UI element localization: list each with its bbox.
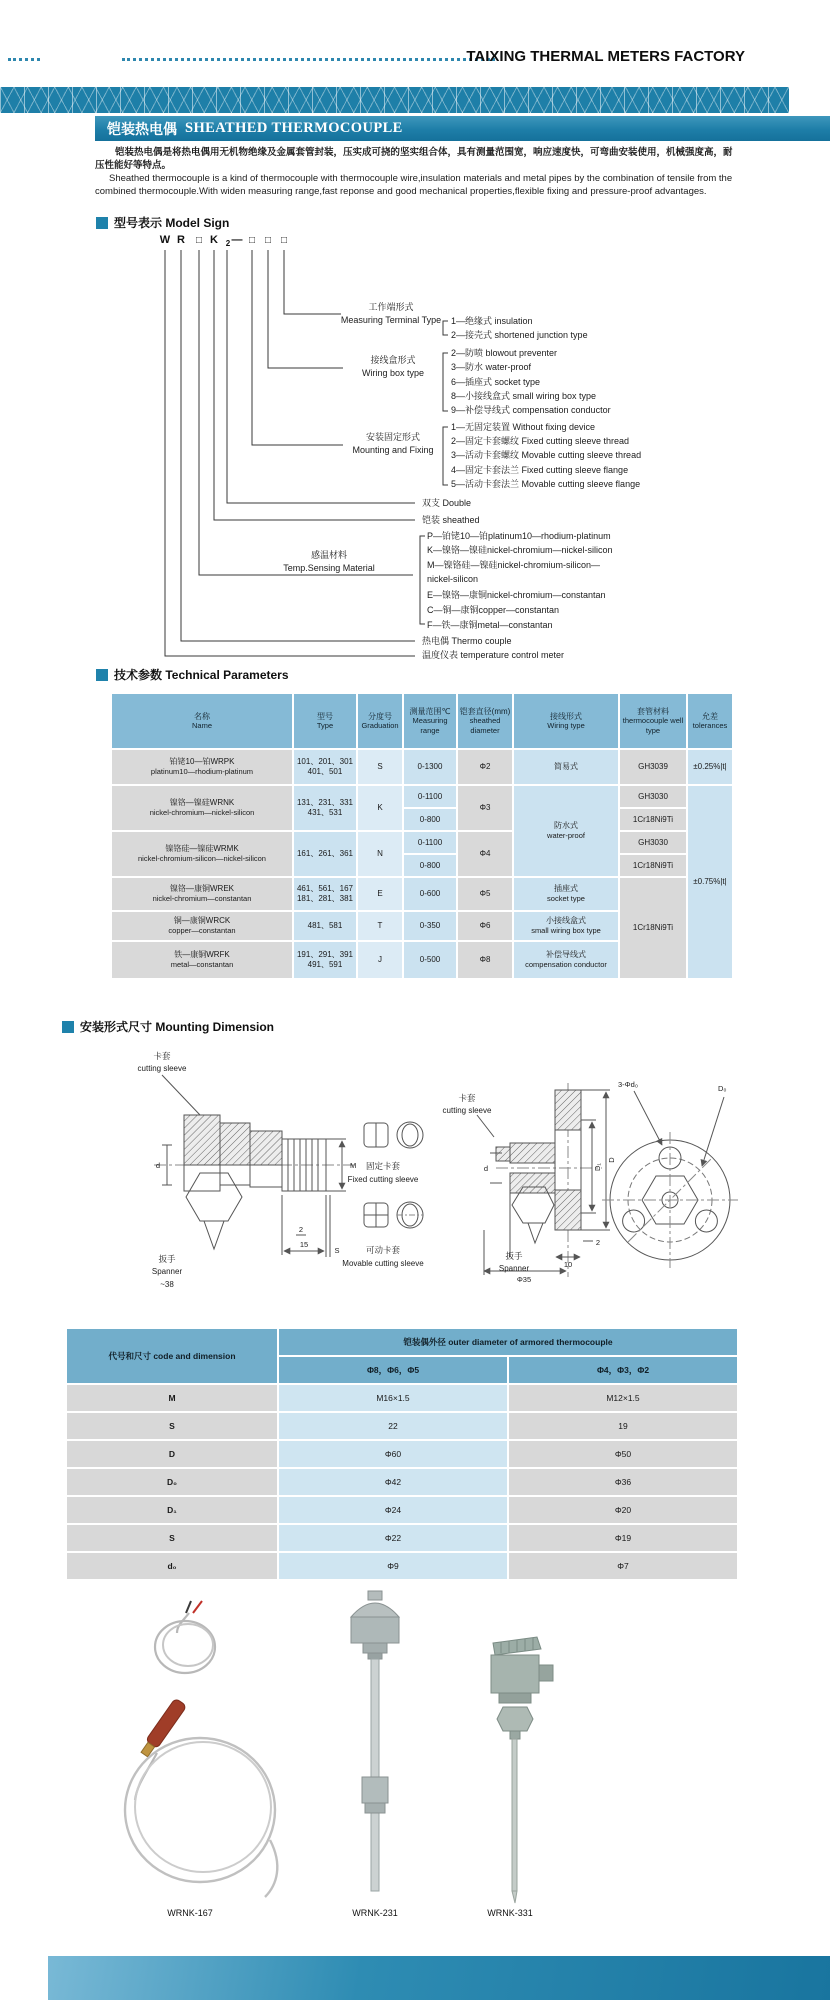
- tech-cell-range: 0-800: [404, 809, 456, 830]
- cell-zh: 镍铬—镍硅WRNK: [169, 798, 235, 807]
- group-label-zh: 感温材料: [310, 550, 347, 560]
- label-cutting-sleeve-zh: 卡套: [458, 1093, 476, 1103]
- table-header-row: [112, 694, 732, 748]
- hdr-en: tolerances: [692, 721, 728, 730]
- model-option: 2—接壳式 shortened junction type: [451, 330, 588, 340]
- dims-cell-value: Φ22: [279, 1525, 507, 1551]
- cell-line: 181、281、381: [296, 894, 354, 903]
- dims-header-small: Φ4，Φ3，Φ2: [509, 1357, 737, 1383]
- cell-zh: 补偿导线式: [546, 950, 586, 959]
- table-row: [67, 1525, 737, 1551]
- dims-cell-value: M16×1.5: [279, 1385, 507, 1411]
- dims-cell-value: Φ36: [509, 1469, 737, 1495]
- dim-label-2: 2: [595, 1238, 601, 1247]
- table-row: [112, 878, 732, 910]
- drawing-flange-section: [477, 1083, 610, 1277]
- cell-en: platinum10—rhodium-platinum: [150, 767, 254, 776]
- dim-label-m: M: [350, 1161, 357, 1170]
- group-label-mounting-fixing: [345, 431, 441, 457]
- label-spanner-en: Spanner: [498, 1264, 530, 1273]
- hdr-en: Graduation: [361, 721, 399, 730]
- group-label-en: Mounting and Fixing: [352, 445, 434, 455]
- hdr-zh: 测量范围℃: [409, 706, 451, 716]
- section-title: 型号表示 Model Sign: [114, 216, 230, 230]
- cell-zh: 小接线盒式: [546, 916, 586, 925]
- dimension-table: [65, 1327, 739, 1581]
- tech-cell-type: [294, 912, 356, 940]
- cell-zh: 铂铑10—铂WRPK: [169, 757, 235, 766]
- tech-cell-well: 1Cr18Ni9Ti: [620, 809, 686, 830]
- label-spanner-en: Spanner: [151, 1267, 183, 1276]
- model-code-char: □: [248, 235, 256, 246]
- tech-header-type: [294, 694, 356, 748]
- model-code-char: —: [231, 234, 243, 246]
- group-label-wiring-box: [345, 354, 441, 380]
- tech-cell-well: GH3030: [620, 832, 686, 853]
- model-option: 1—无固定装置 Without fixing device: [451, 422, 596, 432]
- label-fixed-sleeve-en: Fixed cutting sleeve: [347, 1175, 419, 1184]
- intro-block: [95, 146, 740, 199]
- hdr-zh: 分度号: [368, 711, 392, 721]
- label-movable-sleeve-en: Movable cutting sleeve: [342, 1259, 424, 1268]
- tech-cell-range: 0-500: [404, 942, 456, 978]
- model-code-char: □: [280, 235, 288, 246]
- cell-zh: 铜—康铜WRCK: [173, 916, 231, 925]
- dim-label-2: 2: [298, 1225, 304, 1234]
- model-code-char: K: [210, 234, 218, 246]
- dims-cell-code: D₁: [67, 1497, 277, 1523]
- tech-header-diameter: [458, 694, 512, 748]
- product-label: WRNK-331: [487, 1908, 533, 1918]
- dims-cell-code: D₀: [67, 1469, 277, 1495]
- table-row: [67, 1469, 737, 1495]
- dims-cell-value: Φ7: [509, 1553, 737, 1579]
- cell-zh: 铁—康铜WRFK: [174, 950, 230, 959]
- tech-cell-graduation: N: [358, 832, 402, 876]
- hdr-zh: 型号: [317, 711, 333, 721]
- table-row: [67, 1497, 737, 1523]
- model-option: 4—固定卡套法兰 Fixed cutting sleeve flange: [451, 465, 629, 475]
- dims-cell-code: S: [67, 1413, 277, 1439]
- model-leaf-sheathed: 铠装 sheathed: [422, 515, 480, 525]
- tech-cell-wiring: [514, 750, 618, 784]
- label-cutting-sleeve-zh: 卡套: [153, 1051, 171, 1061]
- tech-cell-name: [112, 786, 292, 830]
- dim-label-10: 10: [563, 1260, 573, 1269]
- model-option: E—镍铬—康铜nickel-chromium—constantan: [427, 590, 606, 600]
- tech-cell-name: [112, 832, 292, 876]
- table-header-row: [67, 1329, 737, 1355]
- cell-en: nickel-chromium—constantan: [152, 894, 252, 903]
- tech-cell-graduation: K: [358, 786, 402, 830]
- cell-zh: 镍铬硅—镍硅WRMK: [165, 844, 239, 853]
- model-code-char: □: [195, 235, 203, 246]
- cell-zh: 防水式: [554, 821, 578, 830]
- tech-header-tolerance: [688, 694, 732, 748]
- tech-cell-diameter: Φ8: [458, 942, 512, 978]
- dim-label-15: 15: [299, 1240, 309, 1249]
- table-row: [67, 1385, 737, 1411]
- section-square-icon: [62, 1021, 74, 1033]
- tech-cell-wiring: [514, 786, 618, 876]
- tech-cell-well: 1Cr18Ni9Ti: [620, 855, 686, 876]
- tech-cell-diameter: Φ3: [458, 786, 512, 830]
- hdr-en: Measuring range: [412, 716, 448, 735]
- label-bolt-holes: 3-Φd₀: [618, 1080, 638, 1089]
- dims-cell-value: Φ42: [279, 1469, 507, 1495]
- tech-header-range: [404, 694, 456, 748]
- table-row: [67, 1413, 737, 1439]
- product-label: WRNK-167: [167, 1908, 213, 1918]
- group-label-zh: 接线盒形式: [370, 355, 416, 365]
- tech-cell-wiring: [514, 942, 618, 978]
- tech-cell-well: 1Cr18Ni9Ti: [620, 878, 686, 978]
- cell-line: 491、591: [307, 960, 343, 969]
- hdr-zh: 接线形式: [550, 711, 582, 721]
- label-bolt-circle: D₀: [718, 1084, 727, 1093]
- cell-en: nickel-chromium-silicon—nickel-silicon: [138, 854, 266, 863]
- tech-cell-tolerance: ±0.75%|t|: [688, 786, 732, 978]
- hdr-en: thermocouple well type: [622, 716, 684, 735]
- dims-cell-code: D: [67, 1441, 277, 1467]
- model-option: C—铜—康铜copper—constantan: [427, 605, 560, 615]
- table-row: [67, 1441, 737, 1467]
- model-option: 2—防喷 blowout preventer: [451, 348, 558, 358]
- model-option: nickel-silicon: [427, 574, 479, 584]
- technical-parameters-table: [110, 692, 734, 980]
- model-code-char: 2: [225, 239, 231, 248]
- cell-line: 191、291、391: [296, 950, 354, 959]
- product-image-wrnk-167: [125, 1601, 277, 1897]
- dims-cell-value: Φ20: [509, 1497, 737, 1523]
- tech-cell-graduation: T: [358, 912, 402, 940]
- label-cutting-sleeve-en: cutting sleeve: [442, 1106, 492, 1115]
- group-label-en: Wiring box type: [361, 368, 425, 378]
- page-title-en: SHEATHED THERMOCOUPLE: [185, 120, 403, 136]
- tech-cell-type: [294, 786, 356, 830]
- section-header-model-sign: [96, 214, 229, 231]
- model-leaf-temperature-meter: 温度仪表 temperature control meter: [422, 650, 565, 660]
- hdr-en: Type: [316, 721, 334, 730]
- tech-cell-type: [294, 942, 356, 978]
- label-movable-sleeve-zh: 可动卡套: [365, 1245, 401, 1255]
- tech-cell-range: 0-800: [404, 855, 456, 876]
- model-option: 1—绝缘式 insulation: [451, 316, 533, 326]
- cell-line: 431、531: [307, 808, 343, 817]
- section-header-tech-params: [96, 666, 289, 683]
- tech-cell-well: GH3039: [620, 750, 686, 784]
- label-cutting-sleeve-en: cutting sleeve: [137, 1064, 187, 1073]
- tech-cell-name: [112, 912, 292, 940]
- page-title-bar: [95, 116, 830, 141]
- model-leaf-thermocouple: 热电偶 Thermo couple: [422, 636, 512, 646]
- group-label-zh: 安装固定形式: [365, 432, 420, 442]
- tech-header-well: [620, 694, 686, 748]
- table-row: [67, 1553, 737, 1579]
- tech-cell-diameter: Φ4: [458, 832, 512, 876]
- hdr-zh: 套管材料: [637, 706, 669, 716]
- dims-header-code: 代号和尺寸 code and dimension: [67, 1329, 277, 1383]
- model-option: 5—活动卡套法兰 Movable cutting sleeve flange: [451, 479, 641, 489]
- cell-line: 101、201、301: [296, 757, 354, 766]
- cell-line: 481、581: [307, 921, 343, 930]
- cell-zh: 插座式: [554, 884, 578, 893]
- tech-cell-graduation: E: [358, 878, 402, 910]
- cell-en: water-proof: [547, 831, 585, 840]
- cell-en: copper—constantan: [168, 926, 236, 935]
- drawing-cutting-sleeve-section: [154, 1075, 357, 1257]
- model-option: 8—小接线盒式 small wiring box type: [451, 391, 597, 401]
- tech-cell-tolerance: ±0.25%|t|: [688, 750, 732, 784]
- dims-header-large: Φ8，Φ6，Φ5: [279, 1357, 507, 1383]
- header-dotted-line-short: [8, 58, 40, 61]
- hdr-en: sheathed diameter: [469, 716, 501, 735]
- dims-cell-value: Φ24: [279, 1497, 507, 1523]
- dims-cell-code: S: [67, 1525, 277, 1551]
- decorative-pattern-band: [0, 87, 789, 113]
- tech-cell-range: 0-350: [404, 912, 456, 940]
- product-image-wrnk-231: [351, 1591, 399, 1891]
- tech-cell-type: [294, 750, 356, 784]
- product-illustrations: [65, 1585, 745, 1905]
- hdr-en: Name: [191, 721, 212, 730]
- model-option: K—镍铬—镍硅nickel-chromium—nickel-silicon: [427, 545, 613, 555]
- dim-label-s: S: [334, 1246, 340, 1255]
- cell-en: small wiring box type: [531, 926, 601, 935]
- dims-cell-value: M12×1.5: [509, 1385, 737, 1411]
- page-title-zh: 铠装热电偶: [107, 120, 177, 137]
- cell-line: 461、561、167: [296, 884, 354, 893]
- tech-cell-graduation: J: [358, 942, 402, 978]
- group-label-en: Temp.Sensing Material: [283, 563, 375, 573]
- dims-cell-value: Φ60: [279, 1441, 507, 1467]
- dims-cell-code: M: [67, 1385, 277, 1411]
- intro-paragraph-zh: 铠装热电偶是将热电偶用无机物绝缘及金属套管封装，压实成可挠的坚实组合体，具有测量范围宽，响应速度快，可弯曲安装使用，机械强度高，耐压性能好等特点。: [95, 147, 733, 171]
- group-label-temp-sensing: [245, 549, 413, 575]
- product-images: [65, 1585, 745, 1930]
- intro-paragraph-en: Sheathed thermocouple is a kind of thermocouple with thermocouple wire,insulation materials and metal pipes by the combination of tensile from the combined thermocouple.With widen measuring range,fast reponse and good mechanical properties,flexible fixing and pressure-proof advantages.: [95, 173, 733, 197]
- dims-cell-code: d₀: [67, 1553, 277, 1579]
- tech-header-wiring: [514, 694, 618, 748]
- model-option: 2—固定卡套螺纹 Fixed cutting sleeve thread: [451, 436, 630, 446]
- model-option: 6—插座式 socket type: [451, 377, 541, 387]
- tech-cell-name: [112, 750, 292, 784]
- model-leaf-double: 双支 Double: [422, 498, 472, 508]
- model-code-char: W: [159, 234, 171, 246]
- hdr-zh: 名称: [194, 711, 210, 721]
- cell-line: 401、501: [307, 767, 343, 776]
- header-dotted-line-long: [122, 58, 495, 61]
- label-fixed-sleeve-zh: 固定卡套: [365, 1161, 401, 1171]
- tech-cell-graduation: S: [358, 750, 402, 784]
- tech-header-graduation: [358, 694, 402, 748]
- dims-header-span: 铠装偶外径 outer diameter of armored thermocouple: [279, 1329, 737, 1355]
- dim-label-d1: D₁: [593, 1163, 602, 1171]
- group-label-zh: 工作端形式: [368, 302, 414, 312]
- cell-line: 131、231、331: [296, 798, 354, 807]
- group-label-en: Measuring Terminal Type: [340, 315, 442, 325]
- tech-cell-name: [112, 942, 292, 978]
- model-option: P—铂铑10—铂platinum10—rhodium-platinum: [427, 531, 611, 541]
- tech-cell-range: 0-600: [404, 878, 456, 910]
- model-option: 3—活动卡套螺纹 Movable cutting sleeve thread: [451, 450, 642, 460]
- dim-label-d: d: [483, 1164, 488, 1173]
- cell-en: metal—constantan: [170, 960, 234, 969]
- mounting-drawing: [62, 1045, 742, 1315]
- model-option: 9—补偿导线式 compensation conductor: [451, 405, 611, 415]
- dims-cell-value: Φ19: [509, 1525, 737, 1551]
- tech-cell-type: [294, 832, 356, 876]
- dim-label-big-d: D: [607, 1157, 616, 1163]
- section-header-mounting: [62, 1018, 274, 1035]
- cell-zh: 简易式: [554, 762, 578, 771]
- tech-cell-name: [112, 878, 292, 910]
- tech-cell-wiring: [514, 878, 618, 910]
- tech-cell-range: 0-1300: [404, 750, 456, 784]
- cell-zh: 镍铬—康铜WREK: [170, 884, 234, 893]
- product-label: WRNK-231: [352, 1908, 398, 1918]
- model-option: 3—防水 water-proof: [451, 362, 532, 372]
- section-square-icon: [96, 217, 108, 229]
- tech-cell-diameter: Φ5: [458, 878, 512, 910]
- tech-cell-type: [294, 878, 356, 910]
- cell-line: 161、261、361: [296, 849, 354, 858]
- dims-cell-value: 19: [509, 1413, 737, 1439]
- cell-en: socket type: [547, 894, 585, 903]
- section-square-icon: [96, 669, 108, 681]
- tech-cell-wiring: [514, 912, 618, 940]
- drawing-flange-face: [602, 1091, 738, 1268]
- dims-cell-value: Φ50: [509, 1441, 737, 1467]
- label-spanner-zh: 扳手: [505, 1251, 523, 1261]
- footer-band: [48, 1956, 830, 2000]
- model-code-char: □: [264, 235, 272, 246]
- dim-label-d: d: [155, 1161, 160, 1170]
- tech-cell-well: GH3030: [620, 786, 686, 807]
- model-option: F—铁—康铜metal—constantan: [427, 620, 553, 630]
- model-option: M—镍铬硅—镍硅nickel-chromium-silicon—: [427, 560, 601, 570]
- label-spanner-size: ~38: [160, 1280, 174, 1289]
- table-row: [112, 832, 732, 853]
- product-image-wrnk-331: [491, 1637, 553, 1903]
- tech-cell-range: 0-1100: [404, 786, 456, 807]
- tech-cell-diameter: Φ2: [458, 750, 512, 784]
- hdr-zh: 铠套直径(mm): [459, 706, 511, 716]
- cell-en: compensation conductor: [525, 960, 607, 969]
- factory-name: TAIXING THERMAL METERS FACTORY: [466, 48, 745, 65]
- label-spanner-zh: 扳手: [158, 1254, 176, 1264]
- hdr-en: Wiring type: [547, 721, 585, 730]
- dims-cell-value: 22: [279, 1413, 507, 1439]
- section-title: 安装形式尺寸 Mounting Dimension: [80, 1020, 274, 1034]
- hdr-zh: 允差: [702, 711, 718, 721]
- tech-cell-range: 0-1100: [404, 832, 456, 853]
- group-label-measuring-terminal: [338, 301, 444, 327]
- section-title: 技术参数 Technical Parameters: [114, 668, 289, 682]
- tech-header-name: [112, 694, 292, 748]
- dims-cell-value: Φ9: [279, 1553, 507, 1579]
- model-sign-diagram: [95, 230, 755, 678]
- table-row: [112, 786, 732, 807]
- table-row: [112, 750, 732, 784]
- cell-en: nickel-chromium—nickel-silicon: [149, 808, 255, 817]
- model-code-char: R: [177, 234, 185, 246]
- tech-cell-diameter: Φ6: [458, 912, 512, 940]
- dim-label-phi35: Φ35: [516, 1275, 532, 1284]
